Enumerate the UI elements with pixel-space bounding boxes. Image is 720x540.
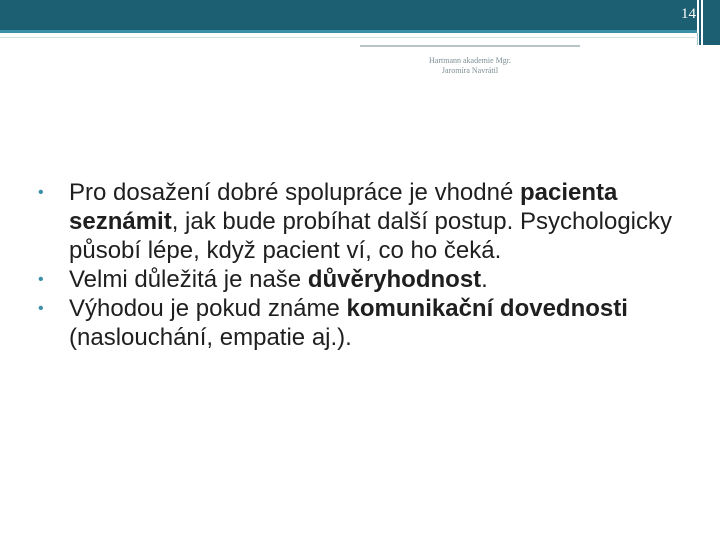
bullet-item-3 [38,294,688,352]
bullet-2-part-1: Velmi důležitá je naše [69,266,308,293]
bullet-icon: • [38,271,44,288]
bullet-1-part-1: Pro dosažení dobré spolupráce je vhodné [69,179,520,206]
bullet-1-part-3: , jak bude probíhat další postup. Psychologicky působí lépe, když pacient ví, co ho čeká. [69,208,672,264]
bullet-3-part-1: Výhodou je pokud známe [69,295,347,322]
bullet-2-part-3: . [481,266,488,293]
header-stripe [699,0,701,45]
bullet-item-1 [38,178,688,265]
header-credit-line-2: Jaromíra Navrátil [441,66,499,75]
bullet-icon: • [38,184,44,201]
header-corner-block [703,0,720,45]
bullet-3-bold: komunikační dovednosti [346,295,628,322]
header-rule [0,37,695,38]
header-credit-line-1: Hartmann akademie Mgr. [429,56,511,65]
bullet-2-bold: důvěryhodnost [307,266,482,293]
bullet-1-bold: pacienta seznámit [69,179,618,235]
header-credit [400,56,540,76]
bullet-3-part-3: (naslouchání, empatie aj.). [69,324,352,351]
bullet-item-2 [38,265,688,294]
header-stripe-light [697,33,698,45]
bullet-list [38,178,688,352]
page-number: 14 [681,6,696,22]
bullet-icon: • [38,300,44,317]
header-accent-line [0,30,697,33]
header-rule-dark [360,45,580,47]
header-bar [0,0,697,30]
